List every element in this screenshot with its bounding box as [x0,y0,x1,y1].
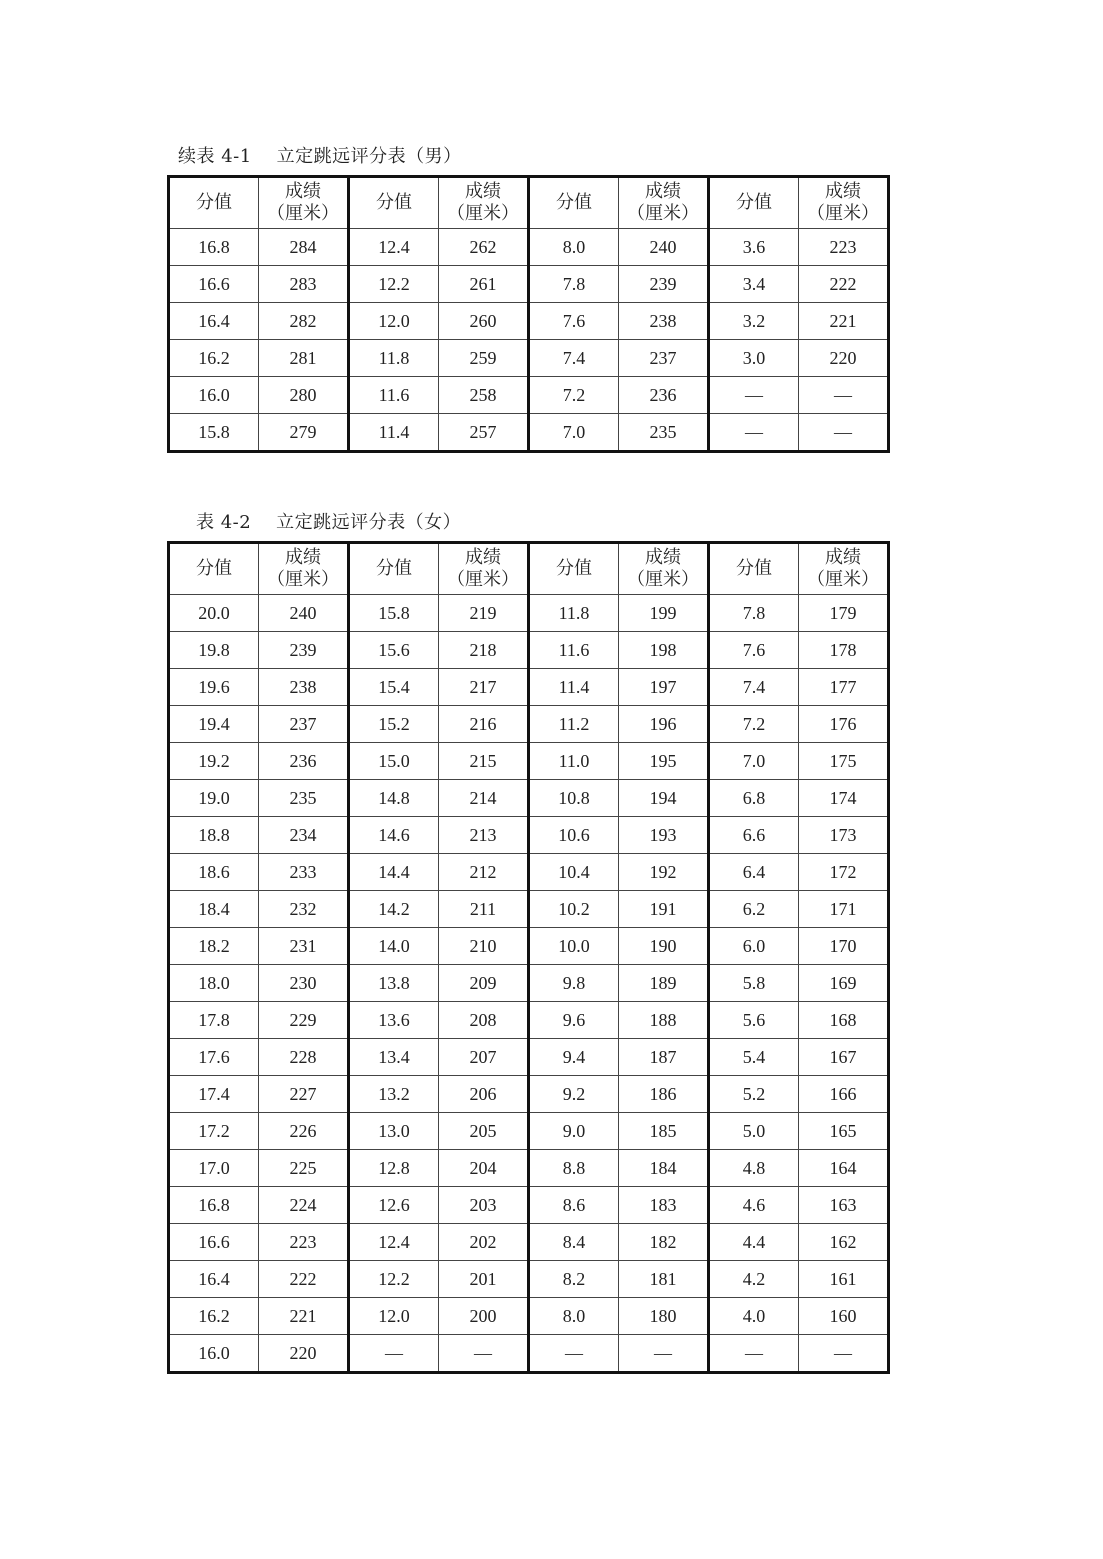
score-cell: 8.8 [529,1150,619,1187]
table-row [169,1298,889,1335]
table-row [169,1002,889,1039]
result-cell: 213 [439,817,529,854]
score-cell: 18.0 [169,965,259,1002]
result-cell: 184 [619,1150,709,1187]
result-cell: 178 [799,632,889,669]
result-cell: 160 [799,1298,889,1335]
header-result-cm [259,177,349,229]
result-cell: 222 [259,1261,349,1298]
table2-caption: 表 4-2 立定跳远评分表（女） [196,512,462,533]
result-cell: 195 [619,743,709,780]
header-unit-label: （厘米） [267,569,339,590]
score-cell: 15.8 [169,414,259,452]
table-row [169,229,889,266]
score-cell: 5.6 [709,1002,799,1039]
result-cell: — [439,1335,529,1373]
table-header-row [169,177,889,229]
score-cell: 11.8 [529,595,619,632]
score-cell: 16.0 [169,377,259,414]
score-cell: 12.6 [349,1187,439,1224]
score-cell: 17.6 [169,1039,259,1076]
result-cell: 232 [259,891,349,928]
table-row [169,1039,889,1076]
header-result-cm [619,177,709,229]
header-score: 分值 [169,543,259,595]
score-cell: 13.8 [349,965,439,1002]
result-cell: 284 [259,229,349,266]
table1-caption: 续表 4-1 立定跳远评分表（男） [178,146,462,167]
header-result-cm [439,543,529,595]
result-cell: 175 [799,743,889,780]
header-result-cm [799,177,889,229]
score-cell: 6.6 [709,817,799,854]
result-cell: 166 [799,1076,889,1113]
result-cell: 238 [619,303,709,340]
result-cell: 206 [439,1076,529,1113]
score-cell: 13.4 [349,1039,439,1076]
score-cell: 6.4 [709,854,799,891]
male-standing-long-jump-table [167,175,890,453]
header-result-cm [799,543,889,595]
result-cell: 228 [259,1039,349,1076]
result-cell: 237 [619,340,709,377]
result-cell: 188 [619,1002,709,1039]
table-row [169,1335,889,1373]
result-cell: 223 [799,229,889,266]
result-cell: 208 [439,1002,529,1039]
score-cell: 11.2 [529,706,619,743]
result-cell: 227 [259,1076,349,1113]
score-cell: 4.6 [709,1187,799,1224]
score-cell: 7.8 [529,266,619,303]
header-score: 分值 [709,543,799,595]
score-cell: 8.6 [529,1187,619,1224]
score-cell: 7.0 [529,414,619,452]
result-cell: 230 [259,965,349,1002]
header-result-label: 成绩 [285,547,321,568]
result-cell: 282 [259,303,349,340]
result-cell: 183 [619,1187,709,1224]
score-cell: 15.0 [349,743,439,780]
score-cell: 16.4 [169,1261,259,1298]
score-cell: 13.6 [349,1002,439,1039]
result-cell: 182 [619,1224,709,1261]
score-cell: 10.8 [529,780,619,817]
score-cell: 15.8 [349,595,439,632]
score-cell: — [709,377,799,414]
result-cell: 193 [619,817,709,854]
score-cell: 16.8 [169,229,259,266]
result-cell: 239 [619,266,709,303]
result-cell: 280 [259,377,349,414]
result-cell: 237 [259,706,349,743]
table-row [169,669,889,706]
result-cell: 240 [259,595,349,632]
score-cell: 11.4 [529,669,619,706]
table-row [169,1076,889,1113]
result-cell: 176 [799,706,889,743]
result-cell: 259 [439,340,529,377]
result-cell: 179 [799,595,889,632]
score-cell: 12.8 [349,1150,439,1187]
table-row [169,1224,889,1261]
result-cell: 229 [259,1002,349,1039]
result-cell: 220 [259,1335,349,1373]
table-row [169,632,889,669]
result-cell: 216 [439,706,529,743]
result-cell: 218 [439,632,529,669]
score-cell: 12.4 [349,1224,439,1261]
score-cell: — [529,1335,619,1373]
result-cell: 221 [799,303,889,340]
score-cell: 16.2 [169,340,259,377]
score-cell: 6.2 [709,891,799,928]
score-cell: 10.4 [529,854,619,891]
result-cell: 224 [259,1187,349,1224]
score-cell: 7.6 [709,632,799,669]
score-cell: 12.0 [349,303,439,340]
result-cell: 191 [619,891,709,928]
header-result-label: 成绩 [645,181,681,202]
score-cell: 6.0 [709,928,799,965]
score-cell: — [349,1335,439,1373]
score-cell: 3.2 [709,303,799,340]
result-cell: 221 [259,1298,349,1335]
score-cell: 7.0 [709,743,799,780]
result-cell: 164 [799,1150,889,1187]
score-cell: 11.4 [349,414,439,452]
result-cell: 260 [439,303,529,340]
table-row [169,1187,889,1224]
header-unit-label: （厘米） [447,203,519,224]
table-row [169,817,889,854]
score-cell: 7.8 [709,595,799,632]
result-cell: 210 [439,928,529,965]
score-cell: — [709,1335,799,1373]
score-cell: 17.8 [169,1002,259,1039]
result-cell: 172 [799,854,889,891]
score-cell: 8.0 [529,229,619,266]
score-cell: 9.8 [529,965,619,1002]
result-cell: 174 [799,780,889,817]
score-cell: 12.2 [349,266,439,303]
result-cell: 238 [259,669,349,706]
score-cell: 5.0 [709,1113,799,1150]
score-cell: 4.8 [709,1150,799,1187]
result-cell: 214 [439,780,529,817]
score-cell: 10.0 [529,928,619,965]
table-row [169,266,889,303]
score-cell: 17.2 [169,1113,259,1150]
score-cell: 17.0 [169,1150,259,1187]
result-cell: 261 [439,266,529,303]
score-cell: 11.0 [529,743,619,780]
result-cell: 162 [799,1224,889,1261]
result-cell: 190 [619,928,709,965]
score-cell: 7.4 [529,340,619,377]
result-cell: 262 [439,229,529,266]
result-cell: 231 [259,928,349,965]
score-cell: 4.2 [709,1261,799,1298]
result-cell: 204 [439,1150,529,1187]
result-cell: 234 [259,817,349,854]
header-score: 分值 [709,177,799,229]
result-cell: 226 [259,1113,349,1150]
score-cell: 14.2 [349,891,439,928]
result-cell: 177 [799,669,889,706]
table-row [169,595,889,632]
result-cell: 205 [439,1113,529,1150]
score-cell: 16.0 [169,1335,259,1373]
score-cell: 3.6 [709,229,799,266]
header-result-cm [259,543,349,595]
header-score: 分值 [169,177,259,229]
score-cell: 15.2 [349,706,439,743]
result-cell: 257 [439,414,529,452]
result-cell: 220 [799,340,889,377]
header-unit-label: （厘米） [267,203,339,224]
result-cell: 181 [619,1261,709,1298]
score-cell: 16.4 [169,303,259,340]
score-cell: 19.8 [169,632,259,669]
result-cell: 161 [799,1261,889,1298]
score-cell: 18.2 [169,928,259,965]
result-cell: 281 [259,340,349,377]
score-cell: 14.6 [349,817,439,854]
header-result-label: 成绩 [285,181,321,202]
score-cell: 11.8 [349,340,439,377]
result-cell: 223 [259,1224,349,1261]
score-cell: 14.0 [349,928,439,965]
result-cell: 168 [799,1002,889,1039]
score-cell: 7.6 [529,303,619,340]
result-cell: 258 [439,377,529,414]
result-cell: 185 [619,1113,709,1150]
result-cell: 189 [619,965,709,1002]
header-result-label: 成绩 [645,547,681,568]
result-cell: 203 [439,1187,529,1224]
result-cell: 209 [439,965,529,1002]
header-result-cm [619,543,709,595]
result-cell: 196 [619,706,709,743]
score-cell: 12.4 [349,229,439,266]
result-cell: 222 [799,266,889,303]
score-cell: 8.0 [529,1298,619,1335]
table-row [169,928,889,965]
score-cell: 9.6 [529,1002,619,1039]
result-cell: 279 [259,414,349,452]
result-cell: 215 [439,743,529,780]
table-row [169,706,889,743]
result-cell: 200 [439,1298,529,1335]
table-row [169,965,889,1002]
result-cell: — [799,377,889,414]
score-cell: 3.4 [709,266,799,303]
result-cell: 207 [439,1039,529,1076]
score-cell: 15.6 [349,632,439,669]
score-cell: 11.6 [529,632,619,669]
header-score: 分值 [529,543,619,595]
score-cell: 7.4 [709,669,799,706]
score-cell: 7.2 [529,377,619,414]
result-cell: 217 [439,669,529,706]
table-row [169,377,889,414]
table-row [169,743,889,780]
table-row [169,1150,889,1187]
result-cell: 173 [799,817,889,854]
header-result-label: 成绩 [465,181,501,202]
result-cell: 198 [619,632,709,669]
score-cell: 16.6 [169,1224,259,1261]
score-cell: 12.0 [349,1298,439,1335]
score-cell: 19.0 [169,780,259,817]
score-cell: 3.0 [709,340,799,377]
score-cell: 19.4 [169,706,259,743]
table-header-row [169,543,889,595]
score-cell: 20.0 [169,595,259,632]
score-cell: 17.4 [169,1076,259,1113]
table-row [169,891,889,928]
score-cell: 5.2 [709,1076,799,1113]
score-cell: 19.2 [169,743,259,780]
result-cell: — [619,1335,709,1373]
header-unit-label: （厘米） [807,569,879,590]
result-cell: 170 [799,928,889,965]
table-row [169,780,889,817]
score-cell: 18.8 [169,817,259,854]
score-cell: 10.2 [529,891,619,928]
result-cell: 187 [619,1039,709,1076]
score-cell: 7.2 [709,706,799,743]
score-cell: 8.2 [529,1261,619,1298]
score-cell: 18.6 [169,854,259,891]
result-cell: 202 [439,1224,529,1261]
score-cell: 11.6 [349,377,439,414]
table-row [169,414,889,452]
result-cell: 186 [619,1076,709,1113]
result-cell: 197 [619,669,709,706]
result-cell: 171 [799,891,889,928]
table-row [169,1113,889,1150]
result-cell: 240 [619,229,709,266]
result-cell: 239 [259,632,349,669]
score-cell: 15.4 [349,669,439,706]
score-cell: 13.0 [349,1113,439,1150]
score-cell: — [709,414,799,452]
result-cell: 219 [439,595,529,632]
header-result-cm [439,177,529,229]
score-cell: 5.4 [709,1039,799,1076]
header-score: 分值 [349,177,439,229]
score-cell: 19.6 [169,669,259,706]
result-cell: 235 [259,780,349,817]
header-score: 分值 [349,543,439,595]
score-cell: 4.4 [709,1224,799,1261]
table-row [169,340,889,377]
score-cell: 10.6 [529,817,619,854]
score-cell: 13.2 [349,1076,439,1113]
table-row [169,854,889,891]
table-row [169,1261,889,1298]
result-cell: 169 [799,965,889,1002]
score-cell: 9.4 [529,1039,619,1076]
result-cell: 236 [259,743,349,780]
header-result-label: 成绩 [825,181,861,202]
score-cell: 16.2 [169,1298,259,1335]
result-cell: 225 [259,1150,349,1187]
header-unit-label: （厘米） [627,569,699,590]
female-standing-long-jump-table [167,541,890,1374]
result-cell: 211 [439,891,529,928]
result-cell: 194 [619,780,709,817]
score-cell: 16.6 [169,266,259,303]
result-cell: 180 [619,1298,709,1335]
score-cell: 5.8 [709,965,799,1002]
score-cell: 12.2 [349,1261,439,1298]
result-cell: 199 [619,595,709,632]
header-unit-label: （厘米） [627,203,699,224]
result-cell: 163 [799,1187,889,1224]
result-cell: — [799,1335,889,1373]
header-result-label: 成绩 [465,547,501,568]
header-unit-label: （厘米） [447,569,519,590]
score-cell: 9.0 [529,1113,619,1150]
result-cell: 192 [619,854,709,891]
result-cell: 283 [259,266,349,303]
result-cell: 165 [799,1113,889,1150]
score-cell: 16.8 [169,1187,259,1224]
score-cell: 9.2 [529,1076,619,1113]
score-cell: 6.8 [709,780,799,817]
score-cell: 8.4 [529,1224,619,1261]
score-cell: 14.8 [349,780,439,817]
result-cell: 235 [619,414,709,452]
table-row [169,303,889,340]
header-result-label: 成绩 [825,547,861,568]
result-cell: 167 [799,1039,889,1076]
result-cell: 233 [259,854,349,891]
result-cell: 212 [439,854,529,891]
result-cell: 236 [619,377,709,414]
score-cell: 18.4 [169,891,259,928]
score-cell: 4.0 [709,1298,799,1335]
score-cell: 14.4 [349,854,439,891]
header-unit-label: （厘米） [807,203,879,224]
result-cell: 201 [439,1261,529,1298]
result-cell: — [799,414,889,452]
header-score: 分值 [529,177,619,229]
